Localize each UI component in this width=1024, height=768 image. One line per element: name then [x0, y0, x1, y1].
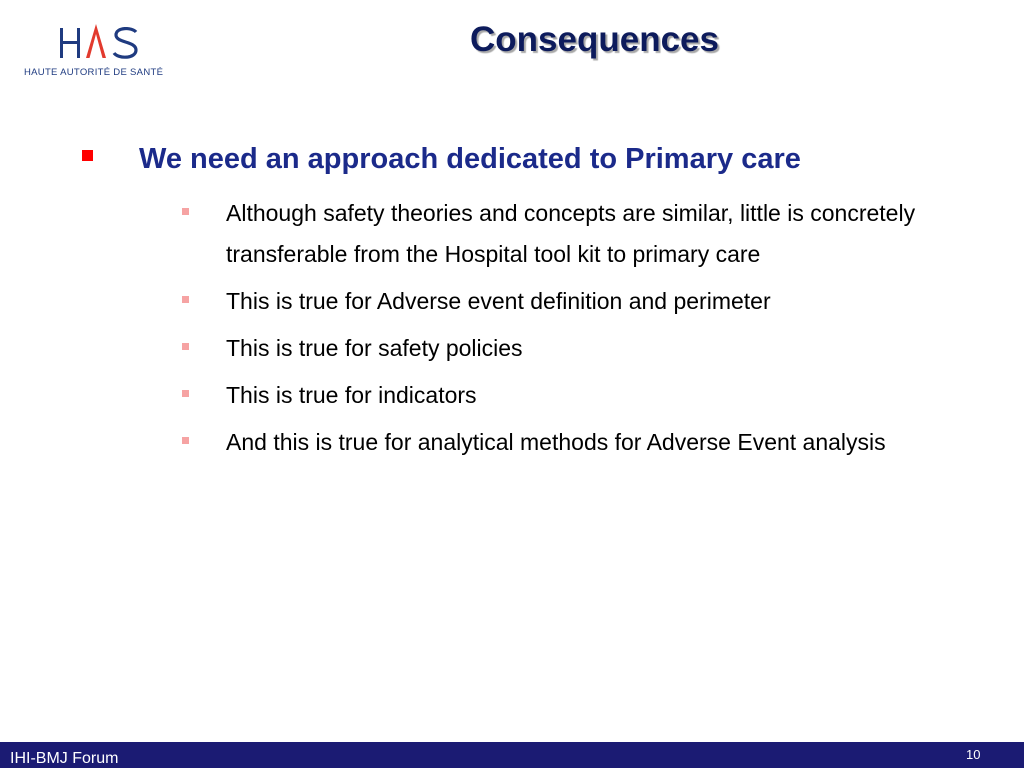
footer-bar [0, 742, 1024, 768]
list-item [180, 422, 940, 463]
list-item-text: This is true for indicators [226, 382, 477, 408]
list-item [180, 193, 940, 275]
page-number: 10 [966, 747, 981, 762]
pink-square-bullet-icon [182, 343, 189, 350]
has-logo [22, 18, 182, 80]
pink-square-bullet-icon [182, 296, 189, 303]
pink-square-bullet-icon [182, 437, 189, 444]
list-item [180, 328, 940, 369]
logo-subtitle: HAUTE AUTORITÉ DE SANTÉ [24, 67, 164, 78]
pink-square-bullet-icon [182, 208, 189, 215]
footer-label: IHI-BMJ Forum [10, 750, 119, 767]
sub-bullet-list [180, 193, 940, 469]
list-item-text: This is true for safety policies [226, 335, 523, 361]
slide-title: Consequences [470, 20, 719, 59]
red-square-bullet-icon [82, 150, 93, 161]
list-item-text: And this is true for analytical methods for Adverse Event analysis [226, 429, 886, 455]
pink-square-bullet-icon [182, 390, 189, 397]
list-item [180, 375, 940, 416]
list-item-text: Although safety theories and concepts are similar, little is concretely transferable from the Hospital tool kit to primary care [226, 200, 916, 267]
list-item-text: This is true for Adverse event definition and perimeter [226, 288, 771, 314]
main-bullet-text: We need an approach dedicated to Primary care [139, 143, 801, 175]
list-item [180, 281, 940, 322]
has-logo-mark [58, 22, 142, 62]
